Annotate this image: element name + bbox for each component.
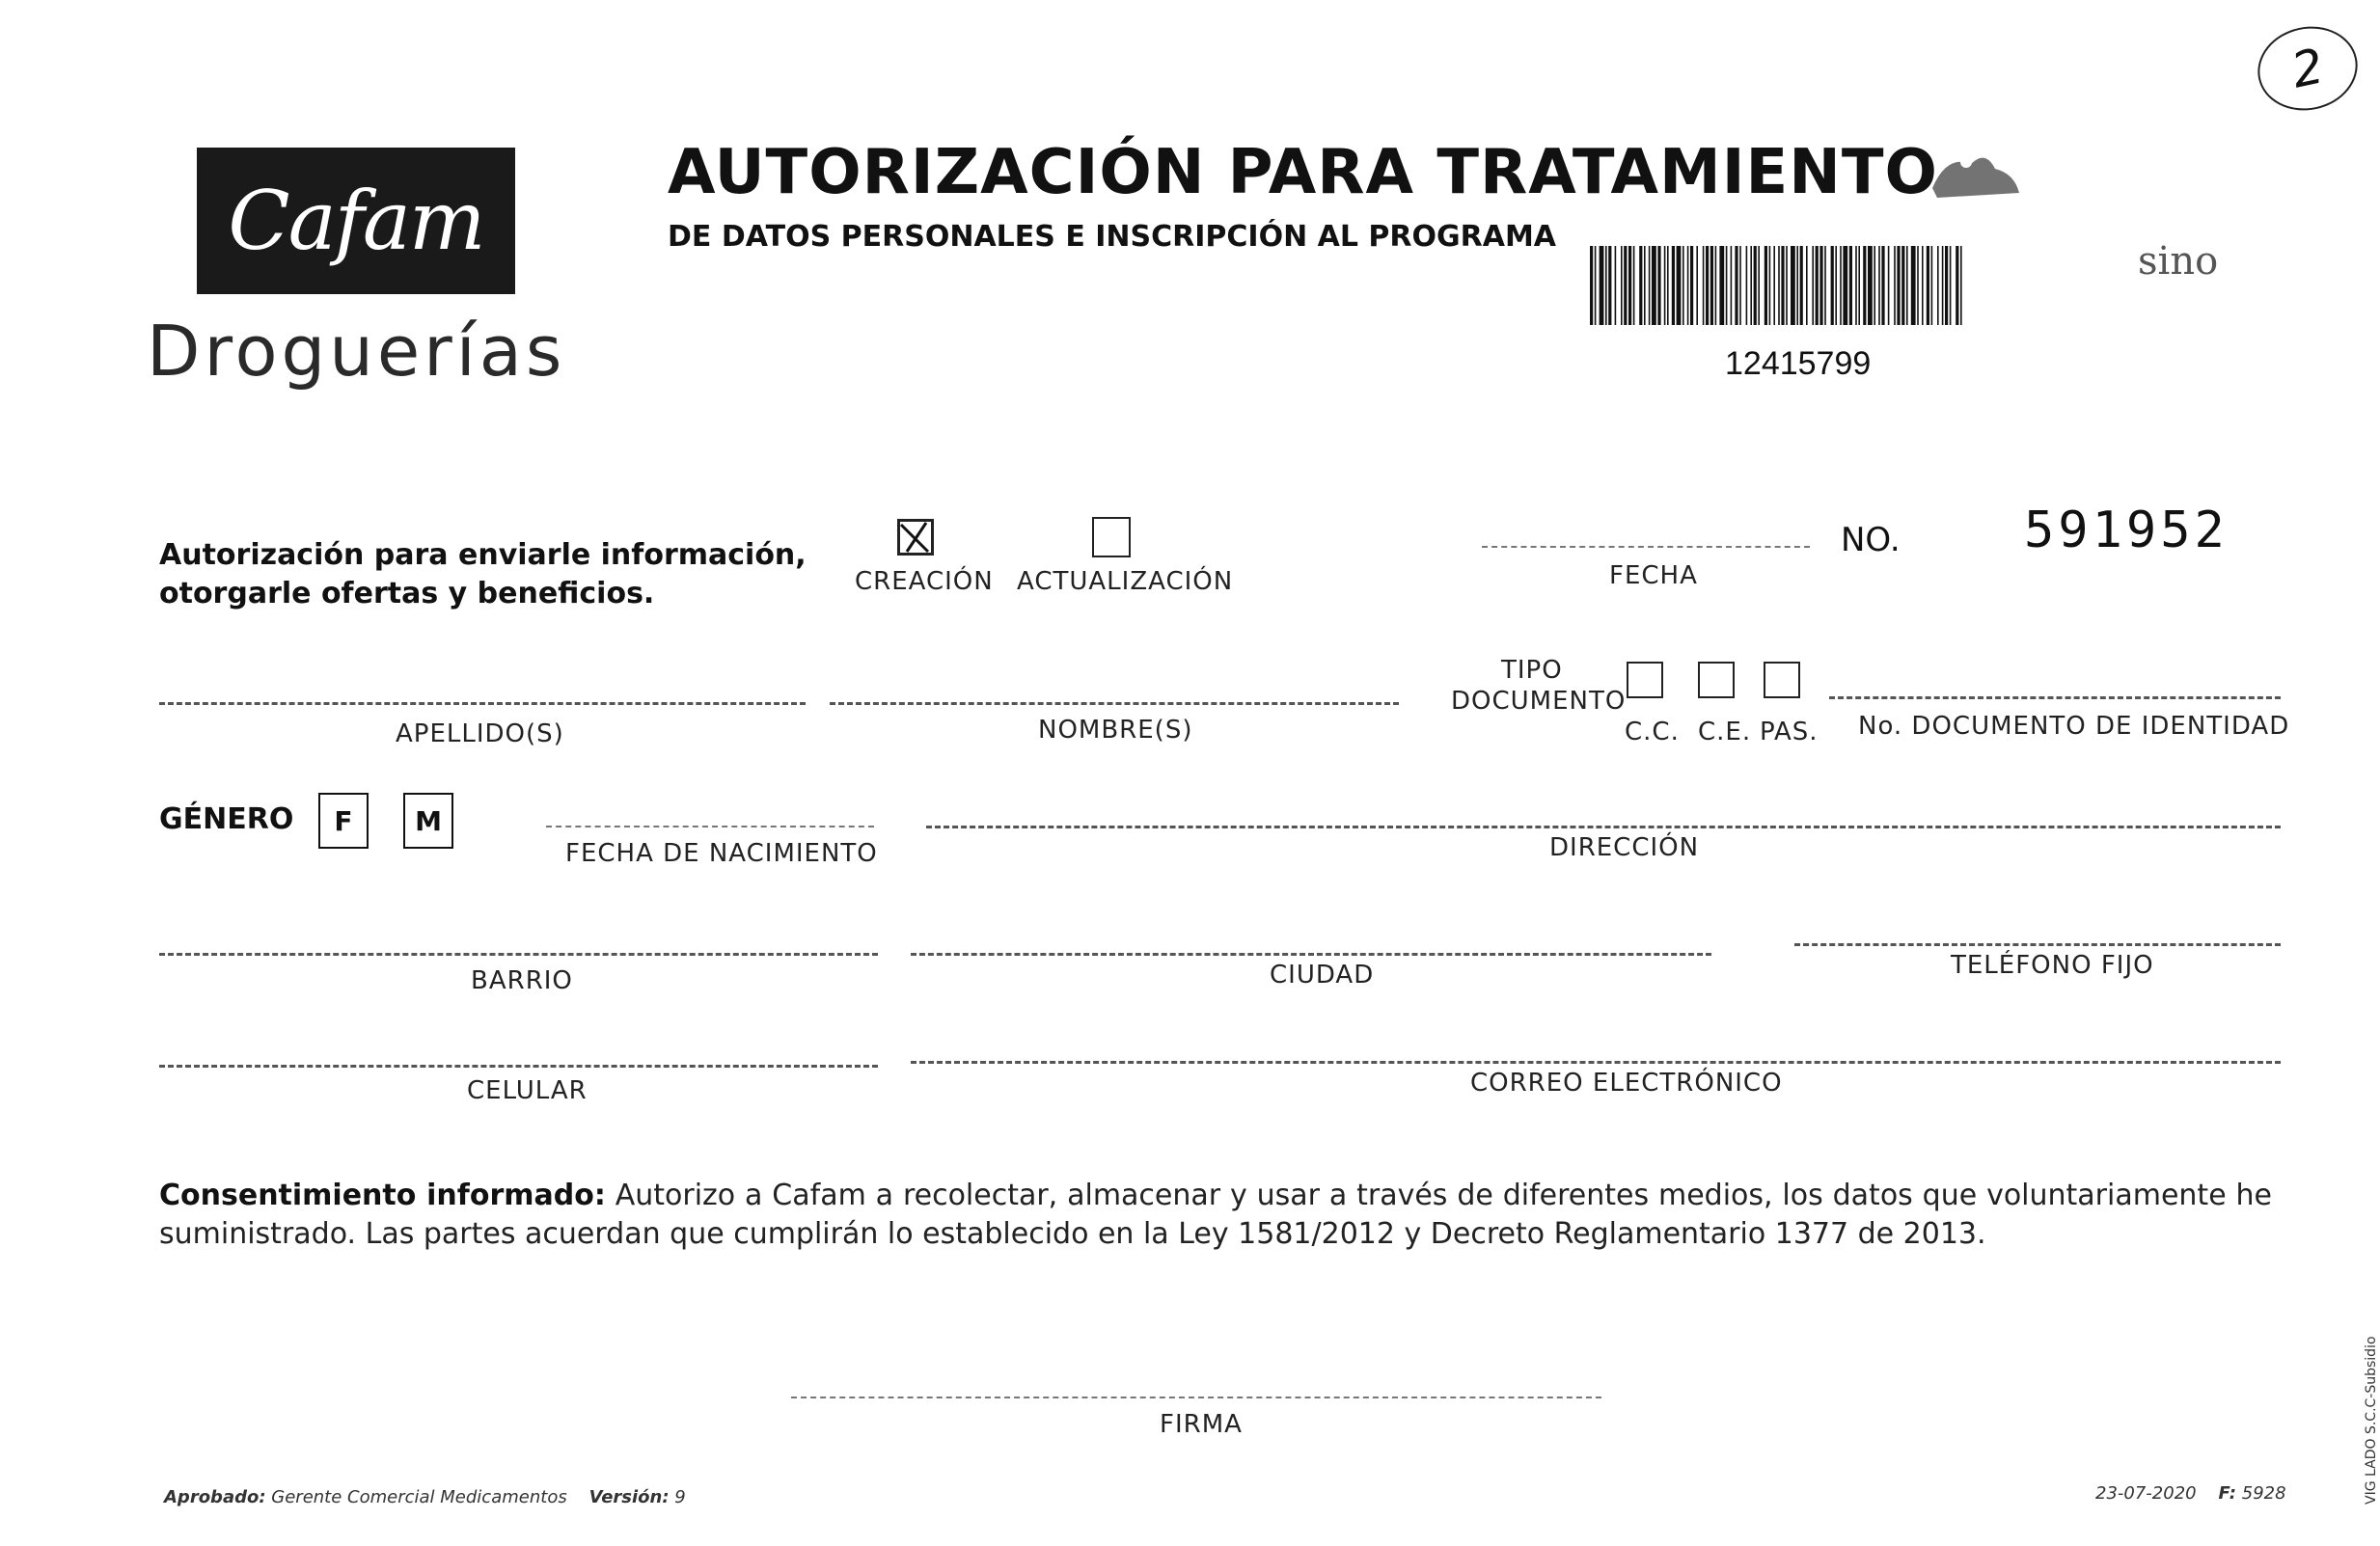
- fecha-line[interactable]: [1482, 546, 1810, 548]
- barrio-label: BARRIO: [471, 966, 573, 995]
- barcode-bar: [1800, 246, 1803, 325]
- form-code-value: 5928: [2241, 1483, 2286, 1504]
- barcode-bar: [1960, 246, 1962, 325]
- fecha-nacimiento-line[interactable]: [546, 826, 874, 827]
- correo-label: CORREO ELECTRÓNICO: [1470, 1069, 1783, 1098]
- barcode-number: 12415799: [1725, 345, 1872, 382]
- barcode-bar: [1696, 246, 1698, 325]
- corner-mark-text: 2: [2286, 38, 2329, 99]
- barcode-bar: [1628, 246, 1631, 325]
- tipo-documento-label-2: DOCUMENTO: [1451, 687, 1627, 716]
- barcode-bar: [1942, 246, 1944, 325]
- ce-checkbox[interactable]: [1698, 662, 1735, 698]
- vertical-text-label: VIG LADO S.C.C-Subsidio: [2364, 1336, 2379, 1505]
- barcode-bar: [1657, 246, 1660, 325]
- barcode-bar: [1710, 246, 1713, 325]
- cafam-logo: [197, 148, 515, 294]
- intro-line-1: Autorización para enviarle información,: [159, 538, 807, 572]
- genero-f-box[interactable]: [318, 793, 369, 849]
- ciudad-line[interactable]: [911, 953, 1711, 956]
- barcode-bar: [1664, 246, 1666, 325]
- creacion-checkbox[interactable]: [897, 519, 934, 556]
- barcode-bar: [1672, 246, 1675, 325]
- barcode-bar: [1781, 246, 1784, 325]
- genero-label: GÉNERO: [159, 802, 294, 836]
- consent-heading: Consentimiento informado:: [159, 1179, 606, 1212]
- fecha-label: FECHA: [1609, 561, 1698, 590]
- footer-date-code: [2095, 1483, 2286, 1504]
- version-value: 9: [674, 1487, 686, 1507]
- barcode-bar: [1639, 246, 1642, 325]
- barcode-bar: [1894, 246, 1896, 325]
- barcode-bar: [1633, 246, 1635, 325]
- aprobado-value: Gerente Comercial Medicamentos: [271, 1487, 567, 1507]
- authorization-intro: [159, 536, 807, 613]
- barcode-bar: [1888, 246, 1890, 325]
- tipo-documento-label-1: TIPO: [1501, 656, 1563, 685]
- document-title: AUTORIZACIÓN PARA TRATAMIENTO: [668, 137, 1938, 208]
- barcode-bar: [1677, 246, 1682, 325]
- barcode-bar: [1812, 246, 1814, 325]
- barcode-bar: [1690, 246, 1693, 325]
- barcode-bar: [1703, 246, 1705, 325]
- numero-documento-line[interactable]: [1829, 696, 2281, 699]
- barcode-bar: [1649, 246, 1651, 325]
- barcode-bar: [1840, 246, 1842, 325]
- pas-label: PAS.: [1760, 718, 1819, 746]
- aprobado-label: Aprobado:: [164, 1487, 266, 1507]
- barcode-bar: [1868, 246, 1873, 325]
- document-subtitle: DE DATOS PERSONALES E INSCRIPCIÓN AL PROGRAMA: [668, 220, 1557, 254]
- form-no-label: NO.: [1841, 521, 1901, 559]
- barcode-bar: [1746, 246, 1748, 325]
- stamp-text: sino: [2138, 239, 2219, 284]
- cc-checkbox[interactable]: [1627, 662, 1663, 698]
- barcode-bar: [1849, 246, 1852, 325]
- check-x-icon: [897, 519, 934, 556]
- barcode-bar: [1858, 246, 1860, 325]
- handwritten-page-number: [2250, 17, 2366, 120]
- actualizacion-checkbox[interactable]: [1092, 517, 1131, 557]
- barcode-bar: [1917, 246, 1919, 325]
- barcode-bar: [1778, 246, 1780, 325]
- barcode-bar: [1878, 246, 1880, 325]
- barcode-bar: [1758, 246, 1760, 325]
- barcode-bar: [1769, 246, 1771, 325]
- version-label: Versión:: [588, 1487, 670, 1507]
- barcode-bar: [1855, 246, 1857, 325]
- firma-label: FIRMA: [1160, 1410, 1243, 1439]
- consent-paragraph: [159, 1177, 2272, 1254]
- form-code-label: F:: [2218, 1483, 2237, 1504]
- barcode-bar: [1945, 246, 1948, 325]
- correo-line[interactable]: [911, 1061, 2281, 1064]
- celular-line[interactable]: [159, 1065, 878, 1068]
- creacion-label: CREACIÓN: [855, 567, 994, 596]
- barcode-bar: [1621, 246, 1623, 325]
- barcode-bar: [1615, 246, 1617, 325]
- barcode-bar: [1824, 246, 1826, 325]
- barcode-bar: [1750, 246, 1752, 325]
- numero-documento-label: No. DOCUMENTO DE IDENTIDAD: [1858, 712, 2290, 741]
- barcode-bar: [1931, 246, 1933, 325]
- actualizacion-label: ACTUALIZACIÓN: [1017, 567, 1234, 596]
- barcode-bar: [1739, 246, 1741, 325]
- barcode-bar: [1726, 246, 1728, 325]
- barcode-bar: [1735, 246, 1737, 325]
- fecha-nacimiento-label: FECHA DE NACIMIENTO: [565, 839, 878, 868]
- barcode-bar: [1731, 246, 1733, 325]
- barcode-bar: [1652, 246, 1656, 325]
- barcode-bar: [1906, 246, 1908, 325]
- barcode-bar: [1922, 246, 1924, 325]
- barcode-bar: [1901, 246, 1904, 325]
- barcode-bar: [1773, 246, 1775, 325]
- apellidos-label: APELLIDO(S): [396, 719, 564, 748]
- barcode-bar: [1608, 246, 1611, 325]
- barcode-bar: [1600, 246, 1604, 325]
- stamp-smudge-icon: [1928, 145, 2024, 203]
- barcode-bar: [1911, 246, 1916, 325]
- ciudad-label: CIUDAD: [1270, 961, 1375, 990]
- barcode-bar: [1590, 246, 1593, 325]
- barcode-bar: [1874, 246, 1875, 325]
- intro-line-2: otorgarle ofertas y beneficios.: [159, 577, 655, 610]
- barcode-bar: [1682, 246, 1684, 325]
- logo-wordmark: Cafam: [228, 174, 484, 268]
- barcode-bar: [1816, 246, 1819, 325]
- barcode-bar: [1819, 246, 1822, 325]
- barcode-bar: [1667, 246, 1669, 325]
- barcode-bar: [1624, 246, 1627, 325]
- consent-text: Autorizo a Cafam a recolectar, almacenar y usar a través de diferentes medios, los datos que voluntariamente he suministrado. Las partes acuerdan que cumplirán lo establecido en la Ley 1581/2012 y Decreto Reglamentario 1377 de 2013.: [159, 1179, 2273, 1251]
- nombres-label: NOMBRE(S): [1038, 716, 1193, 745]
- genero-m-box[interactable]: [403, 793, 453, 849]
- barcode-bar: [1881, 246, 1884, 325]
- form-no-value: 591952: [2024, 502, 2229, 559]
- barcode-bar: [1796, 246, 1798, 325]
- celular-label: CELULAR: [467, 1076, 588, 1105]
- barcode-bar: [1863, 246, 1866, 325]
- barcode-bar: [1754, 246, 1757, 325]
- telefono-fijo-line[interactable]: [1794, 943, 2281, 946]
- nombres-line[interactable]: [830, 702, 1399, 705]
- pas-checkbox[interactable]: [1764, 662, 1800, 698]
- ce-label: C.E.: [1698, 718, 1752, 746]
- vertical-side-text: [2344, 1292, 2379, 1505]
- genero-f-text: F: [334, 804, 353, 837]
- barcode-bar: [1715, 246, 1717, 325]
- logo-subtitle: Droguerías: [147, 311, 566, 392]
- barcode-bar: [1937, 246, 1939, 325]
- barcode-bar: [1791, 246, 1795, 325]
- cc-label: C.C.: [1625, 718, 1680, 746]
- barcode-bar: [1956, 246, 1958, 325]
- barcode: [1590, 246, 1962, 325]
- barcode-bar: [1927, 246, 1929, 325]
- barcode-bar: [1595, 246, 1597, 325]
- telefono-fijo-label: TELÉFONO FIJO: [1951, 951, 2154, 980]
- footer-date: 23-07-2020: [2095, 1483, 2197, 1504]
- direccion-label: DIRECCIÓN: [1549, 833, 1700, 862]
- barcode-bar: [1706, 246, 1709, 325]
- barcode-bar: [1831, 246, 1834, 325]
- barcode-bar: [1764, 246, 1767, 325]
- barcode-bar: [1719, 246, 1724, 325]
- barcode-bar: [1950, 246, 1952, 325]
- genero-m-text: M: [415, 804, 442, 837]
- barcode-bar: [1786, 246, 1788, 325]
- barcode-bar: [1835, 246, 1837, 325]
- barcode-bar: [1687, 246, 1689, 325]
- apellidos-line[interactable]: [159, 702, 806, 705]
- barcode-bar: [1897, 246, 1900, 325]
- barcode-bar: [1644, 246, 1646, 325]
- firma-line[interactable]: [791, 1397, 1601, 1398]
- barcode-bar: [1605, 246, 1607, 325]
- barcode-bar: [1806, 246, 1808, 325]
- barrio-line[interactable]: [159, 953, 878, 956]
- direccion-line[interactable]: [926, 826, 2281, 828]
- footer-approval: [164, 1487, 686, 1507]
- barcode-bar: [1843, 246, 1847, 325]
